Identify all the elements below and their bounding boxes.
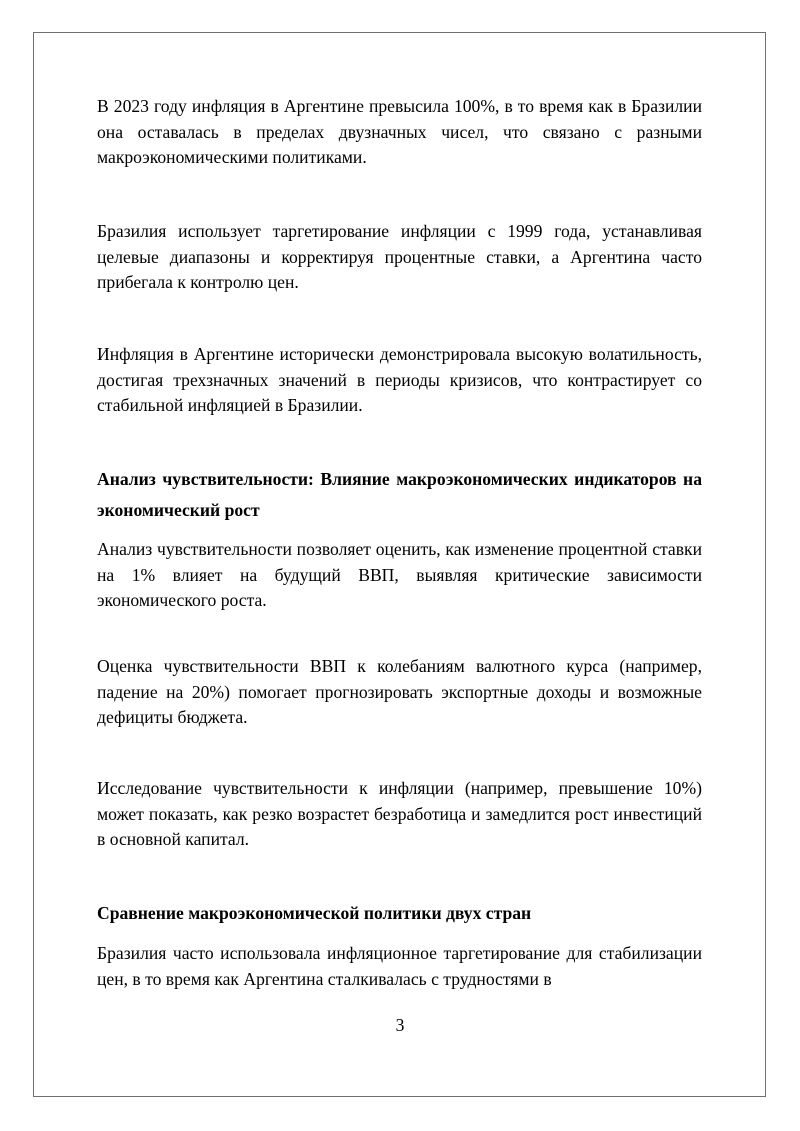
paragraph-argentina-volatility: Инфляция в Аргентине исторически демонстрировала высокую волатильность, достигая трехзначных значений в периоды кризисов, что контрастирует со стабильной инфляцией в Бразилии.	[97, 344, 702, 415]
section-heading-policy-comparison: Сравнение макроэкономической политики двух стран	[97, 903, 532, 923]
paragraph-exchange-rate-sensitivity: Оценка чувствительности ВВП к колебаниям валютного курса (например, падение на 20%) помогает прогнозировать экспортные доходы и возможные дефициты бюджета.	[97, 656, 702, 727]
page-number: 3	[395, 1015, 405, 1035]
paragraph-interest-rate-sensitivity: Анализ чувствительности позволяет оценить, как изменение процентной ставки на 1% влияет на будущий ВВП, выявляя критические зависимости экономического роста.	[97, 539, 702, 610]
paragraph-argentina-inflation-2023: В 2023 году инфляция в Аргентине превысила 100%, в то время как в Бразилии она оставалась в пределах двузначных чисел, что связано с разными макроэкономическими политиками.	[97, 96, 702, 167]
section-heading-sensitivity-analysis: Анализ чувствительности: Влияние макроэкономических индикаторов на экономический рост	[97, 469, 702, 520]
paragraph-policy-comparison: Бразилия часто использовала инфляционное таргетирование для стабилизации цен, в то время как Аргентина сталкивалась с трудностями в	[97, 943, 702, 989]
paragraph-inflation-sensitivity: Исследование чувствительности к инфляции (например, превышение 10%) может показать, как резко возрастет безработица и замедлится рост инвестиций в основной капитал.	[97, 778, 702, 849]
paragraph-brazil-inflation-targeting: Бразилия использует таргетирование инфляции с 1999 года, устанавливая целевые диапазоны и корректируя процентные ставки, а Аргентина часто прибегала к контролю цен.	[97, 221, 702, 292]
